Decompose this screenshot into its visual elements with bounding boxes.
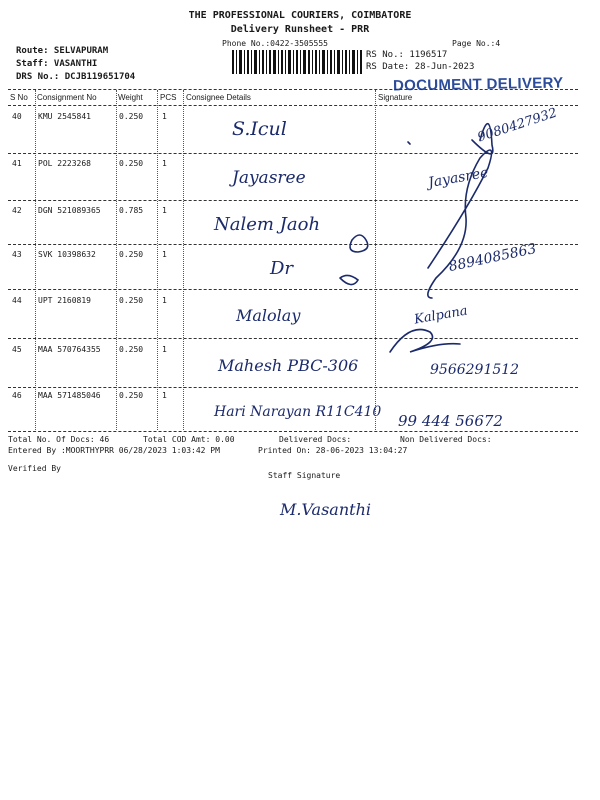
staff-label: Staff: VASANTHI — [16, 59, 98, 69]
row45-sno: 45 — [12, 345, 22, 354]
row40-weight: 0.250 — [119, 112, 144, 121]
row41-pcs: 1 — [162, 159, 167, 168]
phone-number: Phone No.:0422-3505555 — [222, 39, 328, 48]
row41-signature-handwriting: Jayasree — [427, 164, 490, 192]
col-header-pcs: PCS — [160, 93, 177, 102]
row44-consignee-handwriting: Malolay — [236, 306, 301, 325]
document-title: Delivery Runsheet - PRR — [230, 24, 370, 35]
row45-weight: 0.250 — [119, 345, 144, 354]
row42-consignment: DGN 521089365 — [38, 206, 101, 215]
document-delivery-stamp: DOCUMENT DELIVERY — [392, 74, 564, 95]
row40-pcs: 1 — [162, 112, 167, 121]
non-delivered-docs: Non Delivered Docs: — [400, 435, 492, 444]
barcode — [232, 50, 362, 74]
drs-number: DRS No.: DCJB119651704 — [16, 72, 136, 82]
row45-signature-scribble — [390, 330, 460, 353]
row42-pcs: 1 — [162, 206, 167, 215]
total-docs: Total No. Of Docs: 46 — [8, 435, 110, 444]
row43-loop-scribble — [340, 275, 358, 284]
verified-by-label: Verified By — [8, 464, 61, 473]
barcode-graphic — [232, 50, 362, 74]
row40-sno: 40 — [12, 112, 22, 121]
page-number: Page No.:4 — [452, 39, 501, 48]
row41-consignee-handwriting: Jayasree — [232, 168, 306, 188]
row42-loop-scribble — [350, 235, 368, 252]
col-header-consignee: Consignee Details — [186, 93, 251, 102]
row46-consignee-handwriting: Hari Narayan R11C410 — [214, 404, 382, 420]
row45-signature-handwriting: 9566291512 — [430, 362, 520, 378]
row45-consignee-handwriting: Mahesh PBC-306 — [218, 356, 359, 375]
row40-consignment: KMU 2545841 — [38, 112, 91, 121]
staff-signature-label: Staff Signature — [268, 471, 341, 480]
row46-sno: 46 — [12, 391, 22, 400]
row43-sno: 43 — [12, 250, 22, 259]
route-label: Route: SELVAPURAM — [16, 46, 109, 56]
delivered-docs: Delivered Docs: — [279, 435, 352, 444]
row43-pcs: 1 — [162, 250, 167, 259]
col-sep-2 — [116, 90, 117, 430]
row42-43-long-stroke — [428, 150, 492, 298]
entered-by: Entered By :MOORTHYPRR 06/28/2023 1:03:42 PM — [8, 446, 220, 455]
row44-signature-handwriting: Kalpana — [413, 303, 469, 328]
row43-consignment: SVK 10398632 — [38, 250, 96, 259]
col-header-consignment: Consignment No — [37, 93, 97, 102]
staff-signature-handwriting: M.Vasanthi — [280, 500, 371, 519]
row44-sno: 44 — [12, 296, 22, 305]
col-header-sno: S No — [10, 93, 28, 102]
handwriting-strokes — [180, 100, 600, 440]
table-top-rule — [8, 89, 578, 90]
col-sep-1 — [35, 90, 36, 430]
row43-signature-handwriting: 8894085863 — [447, 240, 538, 276]
row43-consignee-handwriting: Dr — [270, 258, 294, 279]
row42-consignee-handwriting: Nalem Jaoh — [214, 214, 321, 235]
total-cod: Total COD Amt: 0.00 — [143, 435, 235, 444]
rs-number: RS No.: 1196517 — [366, 50, 448, 60]
row46-signature-handwriting: 99 444 56672 — [398, 412, 503, 430]
row40-tick-mark — [408, 142, 410, 144]
row41-sno: 41 — [12, 159, 22, 168]
company-name: THE PROFESSIONAL COURIERS, COIMBATORE — [188, 10, 412, 21]
row46-pcs: 1 — [162, 391, 167, 400]
row45-pcs: 1 — [162, 345, 167, 354]
row44-pcs: 1 — [162, 296, 167, 305]
row41-consignment: POL 2223268 — [38, 159, 91, 168]
row46-weight: 0.250 — [119, 391, 144, 400]
row42-weight: 0.785 — [119, 206, 144, 215]
row46-consignment: MAA 571485046 — [38, 391, 101, 400]
row44-weight: 0.250 — [119, 296, 144, 305]
row42-sno: 42 — [12, 206, 22, 215]
row43-weight: 0.250 — [119, 250, 144, 259]
printed-on: Printed On: 28-06-2023 13:04:27 — [258, 446, 408, 455]
row41-weight: 0.250 — [119, 159, 144, 168]
row40-consignee-handwriting: S.Icul — [232, 118, 287, 140]
row44-consignment: UPT 2160819 — [38, 296, 91, 305]
col-header-signature: Signature — [378, 93, 413, 102]
col-sep-3 — [157, 90, 158, 430]
row45-consignment: MAA 570764355 — [38, 345, 101, 354]
col-header-weight: Weight — [118, 93, 143, 102]
rs-date: RS Date: 28-Jun-2023 — [366, 62, 475, 72]
row40-signature-handwriting: 9080427932 — [475, 105, 560, 146]
